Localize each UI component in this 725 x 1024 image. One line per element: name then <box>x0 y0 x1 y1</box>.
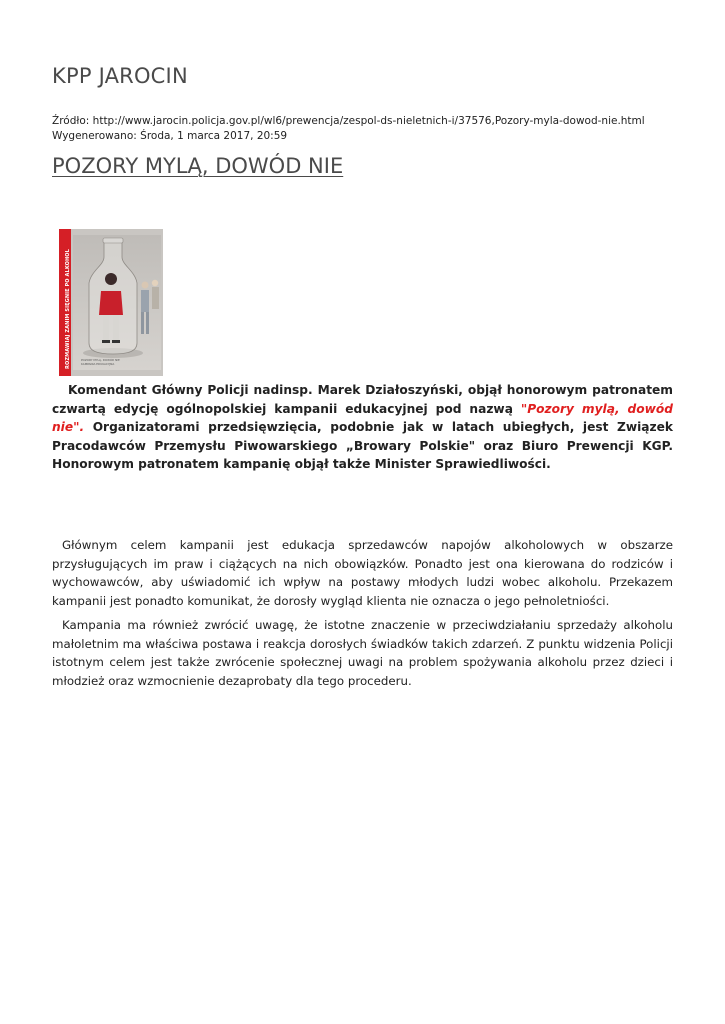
campaign-name-highlight: "Pozory mylą, dowód nie". <box>52 401 673 434</box>
source-label: Źródło: <box>52 115 90 127</box>
body-paragraph-1: Głównym celem kampanii jest edukacja sprzedawców napojów alkoholowych w obszarze przysługujących im praw i ciążących na nich obowiązków. Ponadto jest ona kierowana do rodziców i wychowawców, aby uświadomić ich wpływ na postawy młodych ludzi wobec alkoholu. Przekazem kampanii jest ponadto komunikat, że dorosły wygląd klienta nie oznacza o jego pełnoletniości. <box>52 538 673 608</box>
bottle-illustration <box>73 235 161 370</box>
generated-label: Wygenerowano: <box>52 130 137 142</box>
article-title: POZORY MYLĄ, DOWÓD NIE <box>52 154 344 178</box>
site-title: KPP JAROCIN <box>52 64 188 88</box>
source-meta <box>52 114 645 144</box>
lead-text-end: Organizatorami przedsięwzięcia, podobnie jak w latach ubiegłych, jest Związek Pracodawców Przemysłu Piwowarskiego „Browary Polskie" oraz Biuro Prewencji KGP. Honorowym patronatem kampanię objął także Minister Sprawiedliwości. <box>52 420 673 471</box>
campaign-poster-image <box>59 229 163 376</box>
body-paragraph-2: Kampania ma również zwrócić uwagę, że istotne znaczenie w przeciwdziałaniu sprzedaży alkoholu małoletnim ma właściwa postawa i reakcja dorosłych świadków takich zdarzeń. Z punktu widzenia Policji istotnym celem jest także zwrócenie społecznej uwagi na problem spożywania alkoholu przez dzieci i młodzież oraz wzmocnienie dezaprobaty dla tego procederu. <box>52 618 673 688</box>
lead-paragraph <box>52 381 673 474</box>
source-line <box>52 114 645 129</box>
lead-text-start: Komendant Główny Policji nadinsp. Marek Działoszyński, objął honorowym patronatem czwartą edycję ogólnopolskiej kampanii edukacyjnej pod nazwą <box>52 383 673 416</box>
generated-line <box>52 129 645 144</box>
generated-date: Środa, 1 marca 2017, 20:59 <box>140 130 288 142</box>
source-url[interactable]: http://www.jarocin.policja.gov.pl/wl6/prewencja/zespol-ds-nieletnich-i/37576,Pozory-myla-dowod-nie.html <box>92 115 645 127</box>
poster-caption-1: POZORY MYLĄ, DOWÓD NIE <box>81 358 120 362</box>
poster-strip-text: ROZMAWIAJ ZANIM SIĘGNIE PO ALKOHOL <box>65 249 71 369</box>
poster-caption-2: KAMPANIA EDUKACYJNA <box>81 362 115 366</box>
